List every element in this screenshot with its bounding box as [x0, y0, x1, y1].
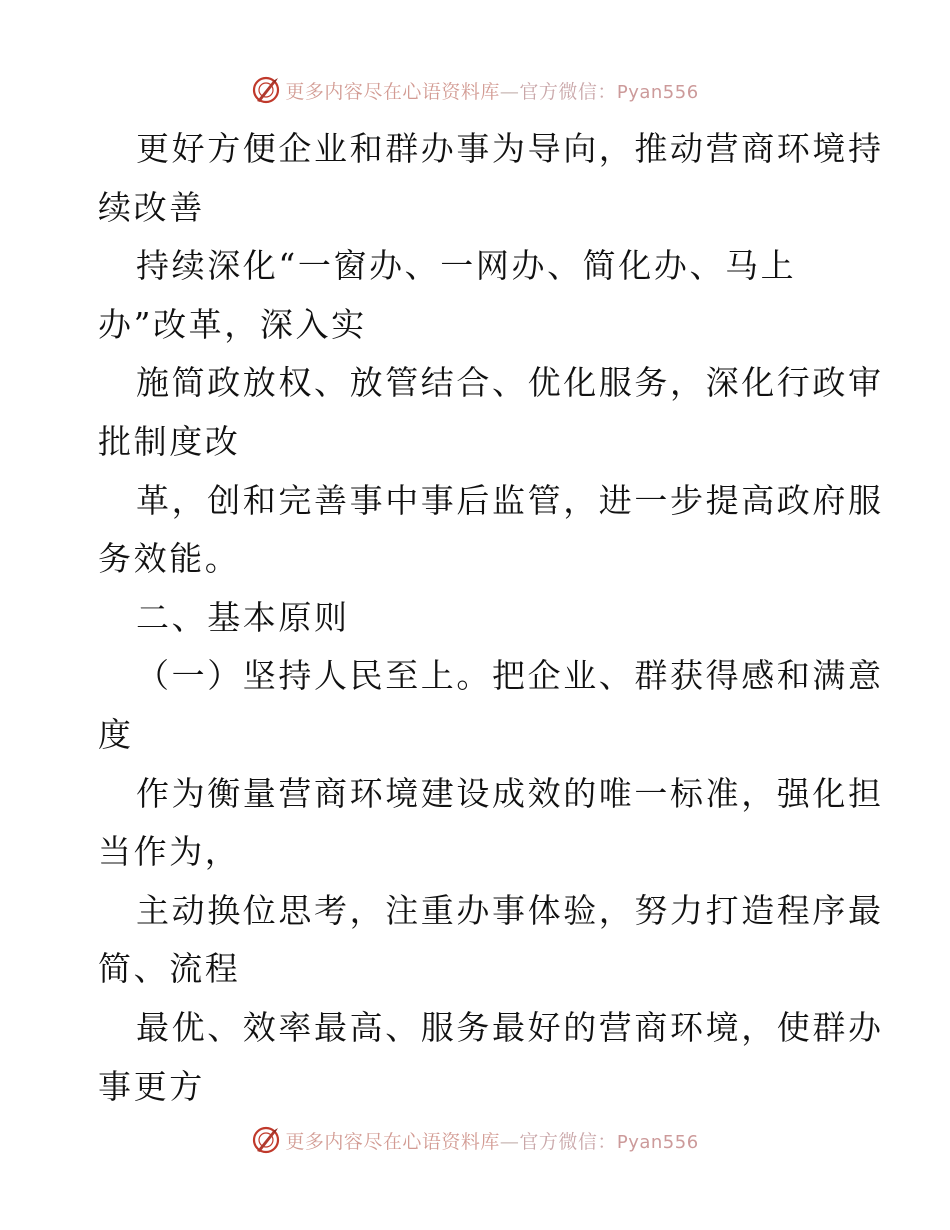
text-line: 主动换位思考，注重办事体验，努力打造程序最 — [136, 890, 884, 930]
text-line: 度 — [98, 714, 134, 754]
text-line: 持续深化“一窗办、一网办、简化办、马上 — [136, 246, 797, 286]
text-line: 事更方 — [98, 1066, 205, 1106]
text-line: 批制度改 — [98, 421, 241, 461]
text-line: 务效能。 — [98, 539, 241, 579]
text-line: 施简政放权、放管结合、优化服务，深化行政审 — [136, 363, 884, 403]
footer-separator: — — [499, 1130, 520, 1153]
text-line: 最优、效率最高、服务最好的营商环境，使群办 — [136, 1007, 884, 1047]
text-line: 简、流程 — [98, 949, 241, 989]
header-account-handle: Pyan556 — [616, 81, 699, 103]
footer-brand-text: 更多内容尽在心语资料库 — [285, 1130, 500, 1153]
text-line: 作为衡量营商环境建设成效的唯一标准，强化担 — [136, 773, 884, 813]
footer-banner — [0, 1120, 950, 1160]
text-line: 续改善 — [98, 187, 205, 227]
text-line: 办”改革，深入实 — [98, 304, 367, 344]
footer-account-handle: Pyan556 — [616, 1131, 699, 1153]
header-brand-text: 更多内容尽在心语资料库 — [285, 80, 500, 103]
quill-circle-logo-icon — [251, 1125, 281, 1155]
header-account-label: 官方微信： — [519, 80, 617, 103]
quill-circle-logo-icon — [251, 75, 281, 105]
footer-account-label: 官方微信： — [519, 1130, 617, 1153]
body-text — [98, 120, 884, 1116]
text-line: 当作为， — [98, 832, 241, 872]
text-line: 二、基本原则 — [136, 597, 350, 637]
text-line: （一）坚持人民至上。把企业、群获得感和满意 — [136, 656, 884, 696]
header-banner — [0, 70, 950, 110]
text-line: 革，创和完善事中事后监管，进一步提高政府服 — [136, 480, 884, 520]
text-line: 更好方便企业和群办事为导向，推动营商环境持 — [136, 129, 884, 168]
header-separator: — — [499, 80, 520, 103]
